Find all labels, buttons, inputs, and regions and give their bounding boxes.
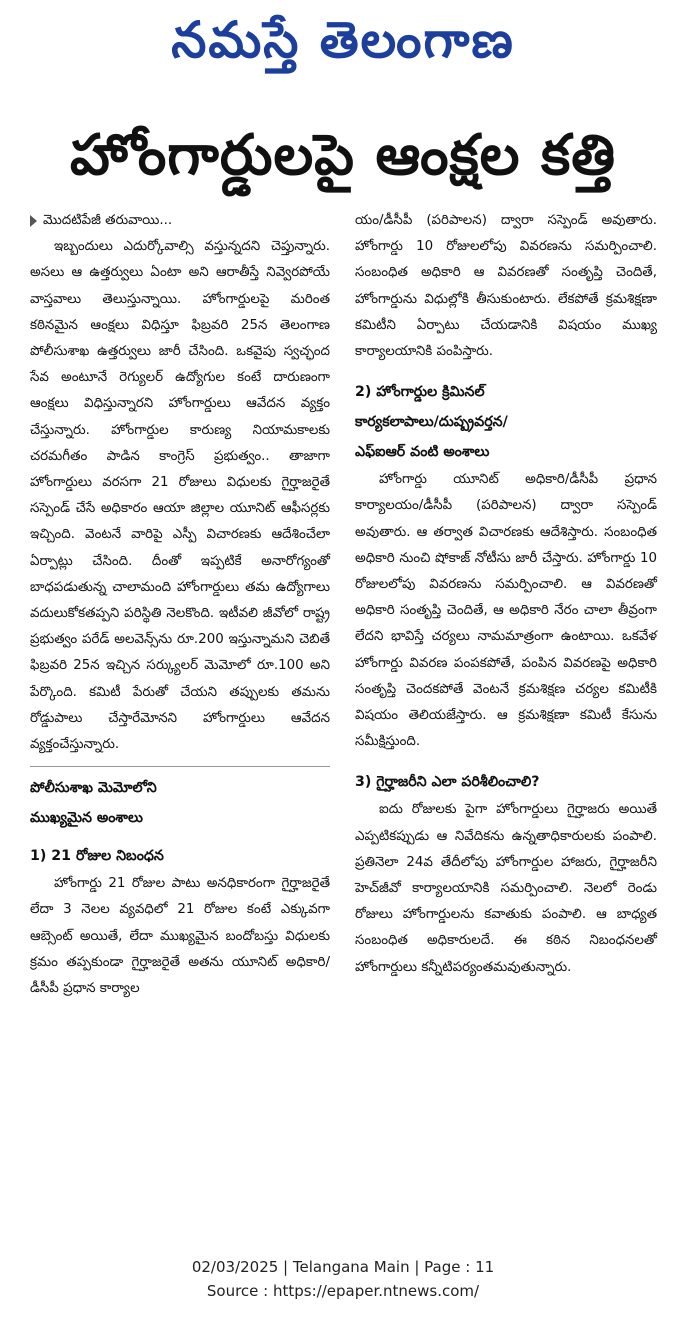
subheading: ఎఫ్ఐఆర్ వంటి అంశాలు <box>355 444 490 461</box>
continuation-kicker <box>30 208 330 234</box>
subheading: ముఖ్యమైన అంశాలు <box>30 810 143 827</box>
subheading: పోలీసుశాఖ మెమోలోని <box>30 780 157 797</box>
article-column-right <box>355 208 657 981</box>
body-paragraph: హోంగార్డు 21 రోజుల పాటు అనధికారంగా గైర్హాజరైతే లేదా 3 నెలల వ్యవధిలో 21 రోజుల కంటే ఎక్కువగా ఆబ్సెంట్ అయితే, లేదా ముఖ్యమైన బందోబస్తు విధులకు క్రమం తప్పకుండా గైర్హాజరైతే అతను యూనిట్ అధికారి/డీసీపీ ప్రధాన కార్యాల <box>30 876 330 997</box>
masthead: నమస్తే తెలంగాణ <box>171 11 515 69</box>
body-paragraph: హోంగార్డు యూనిట్ అధికారి/డీసీపీ ప్రధాన కార్యాలయం/డీసీపీ (పరిపాలన) ద్వారా సస్పెండ్ అవుతారు. ఆ తర్వాత విచారణకు ఆదేశిస్తారు. సంబంధిత అధికారి నుంచి షోకాజ్ నోటీసు జారీ చేస్తారు. హోంగార్డు 10 రోజులలోపు వివరణను సమర్పించాలి. ఆ వివరణతో అధికారి సంతృప్తి చెందితే, ఆ అధికారి నేరం చాలా తీవ్రంగా లేదని భావిస్తే చర్యలు నామమాత్రంగా ఉంటాయి. ఒకవేళ హోంగార్డు వివరణ పంపకపోతే, పంపిన వివరణపై అధికారి సంతృప్తి చెందకపోతే వెంటనే క్రమశిక్షణ చర్యల కమిటీకి విషయం తెలియజేస్తారు. ఆ క్రమశిక్షణా కమిటీ కేసును సమీక్షిస్తుంది. <box>355 472 657 750</box>
body-paragraph: ఇబ్బందులు ఎదుర్కోవాల్సి వస్తున్నదని చెప్తున్నారు. అసలు ఆ ఉత్తర్వులు ఏంటా అని ఆరాతీస్తే నివ్వెరపోయే వాస్తవాలు తెలుస్తున్నాయి. హోంగార్డులపై మరింత కఠినమైన ఆంక్షలు విధిస్తూ ఫిబ్రవరి 25న తెలంగాణ పోలీసుశాఖ ఉత్తర్వులు జారీ చేసింది. ఒకవైపు స్వచ్ఛంద సేవ అంటూనే రెగ్యులర్ ఉద్యోగుల కంటే దారుణంగా ఆంక్షలు విధిస్తున్నారని హోంగార్డులు ఆవేదన వ్యక్తం చేస్తున్నారు. హోంగార్డుల కారుణ్య నియామకాలకు చరమగీతం పాడిన కాంగ్రెస్ ప్రభుత్వం.. తాజాగా హోంగార్డులు వరసగా 21 రోజులు విధులకు గైర్హాజరైతే సస్పెండ్ చేసే అధికారం ఆయా జిల్లాల యూనిట్ ఆఫీసర్లకు ఇచ్చింది. వెంటనే వారిపై ఎస్పీ విచారణకు ఆదేశించేలా ఏర్పాట్లు చేసింది. దీంతో ఇప్పటికే అనారోగ్యంతో బాధపడుతున్న చాలామంది హోంగార్డులు తమ ఉద్యోగాలు వదులుకోకతప్పని పరిస్థితి నెలకొంది. ఇటీవలి జీవోలో రాష్ట్ర ప్రభుత్వం పరేడ్ అలవెన్స్‌ను రూ.200 ఇస్తున్నామని చెబితే ఫిబ్రవరి 25న ఇచ్చిన సర్క్యులర్ మెమోలో రూ.100 అని పేర్కొంది. కమిటీ పేరుతో చేయని తప్పులకు తమను రోడ్డుపాలు చేస్తారేమోనని హోంగార్డులు ఆవేదన వ్యక్తంచేస్తున్నారు. <box>30 239 330 753</box>
subheading: 3) గైర్హాజరీని ఎలా పరిశీలించాలి? <box>355 774 540 791</box>
footer-date-page: 02/03/2025 | Telangana Main | Page : 11 <box>191 1258 495 1276</box>
headline: హోంగార్డులపై ఆంక్షల కత్తి <box>69 123 617 188</box>
body-paragraph: యం/డీసీపీ (పరిపాలన) ద్వారా సస్పెండ్ అవుతారు. హోంగార్డు 10 రోజులలోపు వివరణను సమర్పించాలి. సంబంధిత అధికారి ఆ వివరణతో సంతృప్తి చెందితే, హోంగార్డును విధుల్లోకి తీసుకుంటారు. లేకపోతే క్రమశిక్షణా కమిటీని ఏర్పాటు చేయడానికి విషయం ముఖ్య కార్యాలయానికి పంపిస్తారు. <box>355 213 657 360</box>
article-column-left <box>30 208 330 1002</box>
subheading: కార్యకలాపాలు/దుష్ప్రవర్తన/ <box>355 414 508 431</box>
subheading: 2) హోంగార్డుల క్రిమినల్ <box>355 384 485 401</box>
section-divider <box>30 766 330 767</box>
chevron-right-icon <box>30 215 37 227</box>
subheading: 1) 21 రోజుల నిబంధన <box>30 848 164 865</box>
body-paragraph: ఐదు రోజులకు పైగా హోంగార్డులు గైర్హాజరు అయితే ఎప్పటికప్పుడు ఆ నివేదికను ఉన్నతాధికారులకు పంపాలి. ప్రతినెలా 24వ తేదీలోపు హోంగార్డుల హాజరు, గైర్హాజరీని హెచ్‌జీవో కార్యాలయానికి సమర్పించాలి. నెలలో రెండు రోజులు హోంగార్డులను కవాతుకు పంపాలి. ఆ బాధ్యత సంబంధిత అధికారులదే. ఈ కఠిన నిబంధనలతో హోంగార్డులు కన్నీటిపర్యంతమవుతున్నారు. <box>355 802 657 975</box>
kicker-text: మొదటిపేజీ తరువాయి... <box>43 213 173 228</box>
footer-source: Source : https://epaper.ntnews.com/ <box>206 1282 480 1300</box>
